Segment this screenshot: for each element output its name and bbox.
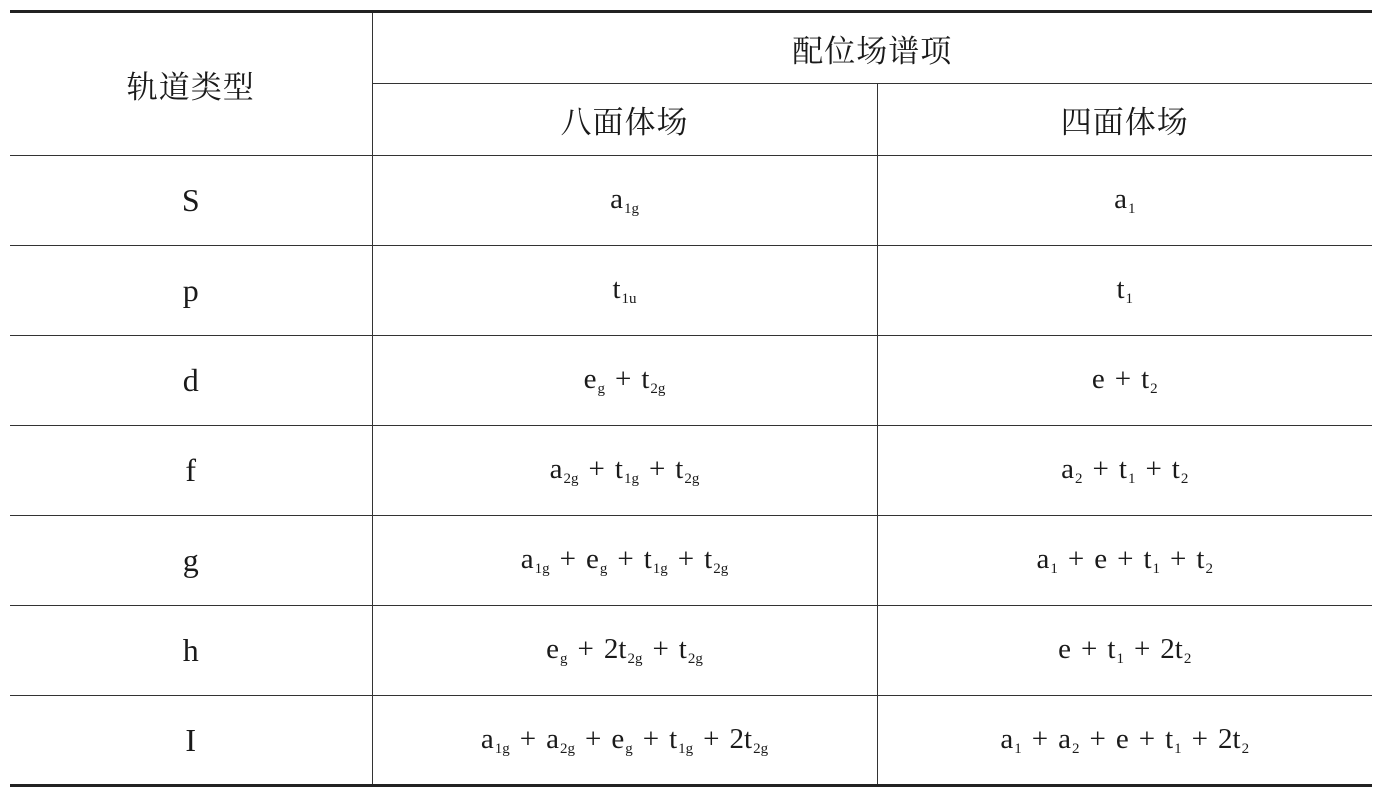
term-symbol: [704, 543, 728, 578]
term-symbol: [1107, 633, 1124, 668]
term-subscript: 2g: [687, 651, 703, 667]
term-letter: e: [546, 633, 560, 665]
term-subscript: 1: [1014, 740, 1022, 757]
term-subscript: 1g: [534, 561, 550, 577]
term-subscript: 2g: [753, 740, 769, 757]
plus-operator: +: [1081, 633, 1098, 665]
octahedral-term-expression: [610, 183, 639, 218]
octahedral-term-expression: [584, 363, 666, 398]
orbital-type-cell: I: [10, 696, 372, 786]
term-symbol: [611, 723, 632, 758]
term-letter: t: [678, 633, 687, 665]
term-subscript: 2: [1075, 471, 1083, 487]
octahedral-field-header: 八面体场: [372, 84, 877, 156]
octahedral-term-expression: [546, 633, 703, 668]
term-subscript: 2: [1241, 740, 1250, 757]
term-symbol: [1196, 543, 1213, 578]
term-symbol: [604, 633, 643, 668]
plus-operator: +: [1191, 722, 1209, 755]
tetrahedral-term-expression: [1000, 723, 1249, 758]
term-letter: a: [610, 183, 623, 215]
term-letter: a: [480, 722, 494, 755]
orbital-type-header: 轨道类型: [10, 12, 372, 156]
tetrahedral-term-cell: [877, 246, 1372, 336]
tetrahedral-term-cell: [877, 516, 1372, 606]
term-subscript: 2: [1150, 381, 1158, 397]
term-letter: 2t: [1160, 633, 1183, 665]
term-subscript: 1: [1174, 740, 1182, 757]
term-subscript: 1: [1116, 651, 1124, 667]
term-symbol: [1160, 633, 1191, 668]
tetrahedral-term-cell: [877, 336, 1372, 426]
term-letter: a: [1114, 183, 1127, 215]
term-letter: t: [1107, 633, 1116, 665]
term-letter: e: [586, 543, 599, 575]
plus-operator: +: [585, 722, 602, 755]
term-subscript: g: [560, 651, 568, 667]
term-subscript: 1g: [623, 201, 639, 217]
term-subscript: 2: [1180, 471, 1189, 487]
table-header: [10, 12, 1372, 156]
term-letter: e: [1115, 722, 1129, 755]
term-symbol: [1000, 723, 1021, 758]
term-letter: e: [1091, 363, 1105, 395]
orbital-type-cell: d: [10, 336, 372, 426]
term-symbol: [1116, 273, 1133, 308]
term-letter: 2t: [729, 722, 753, 755]
plus-operator: +: [577, 633, 594, 665]
term-subscript: 2g: [563, 471, 579, 487]
term-symbol: [675, 453, 699, 488]
tetrahedral-field-header: 四面体场: [877, 84, 1372, 156]
orbital-type-cell: p: [10, 246, 372, 336]
header-row-1: [10, 12, 1372, 84]
term-subscript: 1g: [623, 471, 639, 487]
term-subscript: 1: [1127, 471, 1136, 487]
tetrahedral-term-cell: [877, 696, 1372, 786]
term-subscript: g: [597, 381, 605, 397]
term-subscript: 1: [1050, 561, 1058, 577]
octahedral-term-cell: [372, 606, 877, 696]
term-letter: a: [520, 543, 534, 575]
term-letter: t: [1141, 363, 1150, 395]
term-symbol: [1058, 723, 1079, 758]
plus-operator: +: [652, 633, 669, 665]
term-letter: t: [643, 543, 652, 575]
octahedral-term-cell: [372, 156, 877, 246]
term-letter: t: [675, 453, 684, 485]
term-subscript: 2g: [713, 561, 729, 577]
table-row: [10, 336, 1372, 426]
plus-operator: +: [519, 722, 537, 755]
ligand-field-terms-table: [10, 10, 1372, 787]
term-letter: a: [549, 453, 563, 485]
term-letter: a: [1058, 722, 1072, 755]
term-symbol: [730, 723, 769, 758]
octahedral-term-expression: [612, 273, 636, 308]
plus-operator: +: [703, 722, 720, 755]
table-row: [10, 426, 1372, 516]
plus-operator: +: [677, 543, 695, 575]
term-symbol: [1119, 453, 1136, 488]
term-letter: e: [1058, 633, 1072, 665]
plus-operator: +: [1089, 722, 1106, 755]
octahedral-term-expression: [521, 543, 728, 578]
term-subscript: 2: [1183, 651, 1192, 667]
term-symbol: [1116, 723, 1129, 756]
table-row: [10, 696, 1372, 786]
term-letter: t: [614, 453, 623, 485]
tetrahedral-term-expression: [1058, 633, 1191, 668]
term-subscript: 2g: [684, 471, 700, 487]
term-subscript: 1g: [652, 561, 668, 577]
octahedral-term-cell: [372, 696, 877, 786]
tetrahedral-term-expression: [1116, 273, 1133, 308]
plus-operator: +: [1092, 453, 1109, 485]
term-subscript: 1: [1152, 561, 1161, 577]
term-subscript: 1g: [494, 740, 510, 757]
term-subscript: g: [625, 740, 633, 757]
term-symbol: [679, 633, 703, 668]
term-subscript: 1: [1125, 291, 1134, 307]
plus-operator: +: [1138, 722, 1156, 755]
term-letter: t: [1171, 453, 1180, 485]
plus-operator: +: [642, 722, 660, 755]
plus-operator: +: [1145, 453, 1162, 485]
term-letter: t: [612, 273, 621, 305]
tetrahedral-term-expression: [1114, 183, 1135, 218]
octahedral-term-expression: [481, 723, 768, 758]
term-symbol: [481, 723, 510, 758]
plus-operator: +: [1117, 543, 1134, 575]
term-symbol: [1218, 723, 1249, 758]
term-symbol: [1165, 723, 1182, 758]
ligand-field-terms-header: 配位场谱项: [372, 12, 1372, 84]
term-symbol: [1058, 633, 1071, 666]
term-letter: 2t: [1218, 722, 1241, 755]
plus-operator: +: [1133, 633, 1151, 665]
tetrahedral-term-cell: [877, 606, 1372, 696]
term-subscript: 2: [1205, 561, 1213, 577]
plus-operator: +: [1031, 722, 1049, 755]
table-body: [10, 156, 1372, 786]
term-subscript: 1g: [678, 740, 694, 757]
orbital-type-cell: h: [10, 606, 372, 696]
term-symbol: [1143, 543, 1160, 578]
tetrahedral-term-cell: [877, 426, 1372, 516]
tetrahedral-term-expression: [1092, 363, 1158, 398]
table-row: [10, 606, 1372, 696]
plus-operator: +: [617, 543, 634, 575]
term-subscript: 1u: [621, 291, 637, 307]
term-letter: 2t: [603, 633, 627, 665]
octahedral-term-cell: [372, 246, 877, 336]
term-subscript: 2g: [650, 381, 666, 397]
plus-operator: +: [1067, 543, 1085, 575]
term-symbol: [610, 183, 639, 218]
term-symbol: [641, 363, 665, 398]
term-symbol: [1114, 183, 1135, 218]
term-subscript: 2: [1072, 740, 1080, 757]
term-letter: t: [1118, 453, 1127, 485]
tetrahedral-term-cell: [877, 156, 1372, 246]
plus-operator: +: [588, 453, 605, 485]
term-letter: a: [1036, 543, 1050, 575]
table-row: [10, 516, 1372, 606]
term-letter: t: [704, 543, 713, 575]
term-symbol: [612, 273, 636, 308]
term-symbol: [644, 543, 668, 578]
term-letter: t: [1196, 543, 1205, 575]
octahedral-term-cell: [372, 336, 877, 426]
term-subscript: 2g: [627, 651, 643, 667]
term-symbol: [615, 453, 639, 488]
term-letter: a: [1000, 722, 1014, 755]
term-letter: e: [611, 722, 625, 755]
table-row: [10, 156, 1372, 246]
term-symbol: [1094, 543, 1107, 576]
plus-operator: +: [1170, 543, 1187, 575]
term-symbol: [521, 543, 550, 578]
term-symbol: [550, 453, 579, 488]
term-symbol: [586, 543, 607, 578]
plus-operator: +: [614, 363, 632, 395]
term-subscript: g: [599, 561, 608, 577]
term-letter: t: [641, 363, 650, 395]
term-symbol: [1092, 363, 1105, 396]
term-letter: a: [546, 722, 560, 755]
term-symbol: [584, 363, 605, 398]
orbital-type-cell: S: [10, 156, 372, 246]
table-row: [10, 246, 1372, 336]
term-symbol: [1037, 543, 1058, 578]
term-letter: e: [1094, 543, 1108, 575]
orbital-type-cell: f: [10, 426, 372, 516]
orbital-type-cell: g: [10, 516, 372, 606]
term-symbol: [546, 723, 575, 758]
term-symbol: [1061, 453, 1082, 488]
octahedral-term-expression: [550, 453, 700, 488]
tetrahedral-term-expression: [1061, 453, 1188, 488]
octahedral-term-cell: [372, 426, 877, 516]
term-letter: t: [1116, 273, 1125, 305]
term-letter: t: [669, 722, 678, 755]
term-letter: t: [1165, 722, 1174, 755]
plus-operator: +: [1114, 363, 1132, 395]
term-letter: t: [1143, 543, 1152, 575]
tetrahedral-term-expression: [1037, 543, 1213, 578]
plus-operator: +: [559, 543, 576, 575]
term-symbol: [546, 633, 567, 668]
term-letter: e: [583, 363, 597, 395]
plus-operator: +: [648, 453, 666, 485]
term-subscript: 2g: [560, 740, 576, 757]
term-symbol: [669, 723, 693, 758]
term-subscript: 1: [1127, 201, 1136, 217]
term-symbol: [1141, 363, 1158, 398]
term-symbol: [1172, 453, 1189, 488]
ligand-field-table-container: [10, 10, 1372, 787]
octahedral-term-cell: [372, 516, 877, 606]
term-letter: a: [1061, 453, 1075, 485]
